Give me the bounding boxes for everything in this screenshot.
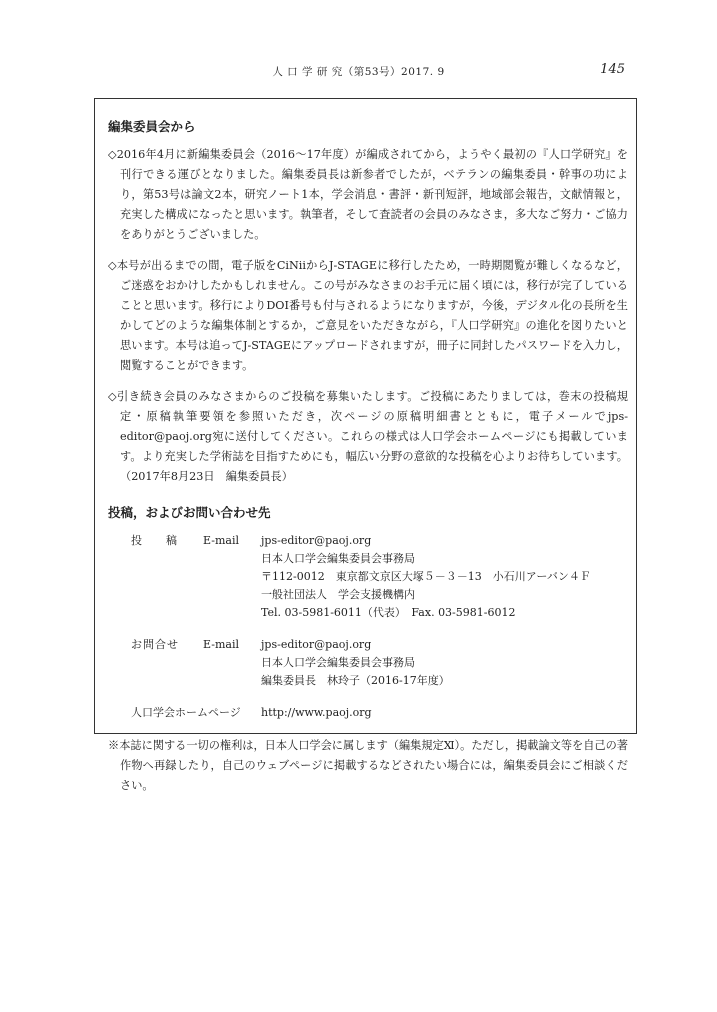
submission-address: 〒112-0012 東京都文京区大塚５－３－13 小石川アーバン４Ｆ	[261, 570, 591, 583]
submission-phone-fax: Tel. 03-5981-6011（代表） Fax. 03-5981-6012	[261, 606, 516, 619]
contact-row	[108, 704, 628, 722]
submission-office: 日本人口学会編集委員会事務局	[261, 552, 415, 565]
contact-row	[108, 550, 628, 568]
contact-row	[108, 636, 628, 654]
editorial-content	[108, 118, 628, 796]
editorial-paragraph-3: ◇引き続き会員のみなさまからのご投稿を募集いたします。ご投稿にあたりましては，巻末の投稿規定・原稿執筆要領を参照いただき，次ページの原稿明細書とともに，電子メールでjps-editor@paoj.org宛に送付してください。これらの様式は人口学会ホームページにも掲載しています。より充実した学術誌を目指すためにも，幅広い分野の意欲的な投稿を心よりお待ちしています。（2017年8月23日 編集委員長）	[108, 390, 628, 483]
submission-email: jps-editor@paoj.org	[261, 534, 372, 547]
running-header	[0, 62, 717, 82]
journal-info: 人 口 学 研 究（第53号）2017. 9	[272, 66, 445, 78]
inquiry-type: E-mail	[203, 638, 239, 651]
contact-row	[108, 654, 628, 672]
editorial-paragraph-1: ◇2016年4月に新編集委員会（2016〜17年度）が編成されてから，ようやく最初の『人口学研究』を刊行できる運びとなりました。編集委員長は新参者でしたが，ベテランの編集委員・幹事の功により，第53号は論文2本，研究ノート1本，学会消息・書評・新刊短評，地域部会報告，文献情報と，充実した構成になったと思います。執筆者，そして査読者の会員のみなさま，多大なご努力・ご協力をありがとうございました。	[108, 148, 628, 241]
rights-note: ※本誌に関する一切の権利は，日本人口学会に属します（編集規定Ⅺ）。ただし，掲載論文等を自己の著作物へ再録したり，自己のウェブページに掲載するなどされたい場合には，編集委員会にご相談ください。	[108, 739, 628, 792]
submission-organization: 一般社団法人 学会支援機構内	[261, 588, 415, 601]
submission-label: 投稿	[131, 534, 201, 547]
editorial-box	[94, 98, 637, 792]
contact-heading: 投稿，およびお問い合わせ先	[108, 505, 271, 520]
inquiry-office: 日本人口学会編集委員会事務局	[261, 656, 415, 669]
homepage-label: 人口学会ホームページ	[131, 706, 241, 719]
inquiry-email: jps-editor@paoj.org	[261, 638, 372, 651]
contact-row	[108, 532, 628, 550]
inquiry-editor: 編集委員長 林玲子（2016-17年度）	[261, 674, 450, 687]
submission-type: E-mail	[203, 534, 239, 547]
inquiry-label: お問合せ	[131, 638, 179, 651]
contact-row	[108, 672, 628, 690]
contact-row	[108, 568, 628, 586]
editorial-heading: 編集委員会から	[108, 119, 196, 134]
contact-row	[108, 586, 628, 604]
homepage-url[interactable]: http://www.paoj.org	[261, 706, 372, 719]
editorial-paragraph-2: ◇本号が出るまでの間，電子版をCiNiiからJ-STAGEに移行したため，一時期閲覧が難しくなるなど，ご迷惑をおかけしたかもしれません。この号がみなさまのお手元に届く頃には，移行が完了していることと思います。移行によりDOI番号も付与されるようになりますが，今後，デジタル化の長所を生かしてどのような編集体制とするか，ご意見をいただきながら，『人口学研究』の進化を図りたいと思います。本号は追ってJ-STAGEにアップロードされますが，冊子に同封したパスワードを入力し，閲覧することができます。	[108, 259, 628, 372]
contact-row	[108, 604, 628, 622]
page-number: 145	[600, 62, 625, 77]
contact-table	[108, 532, 628, 722]
